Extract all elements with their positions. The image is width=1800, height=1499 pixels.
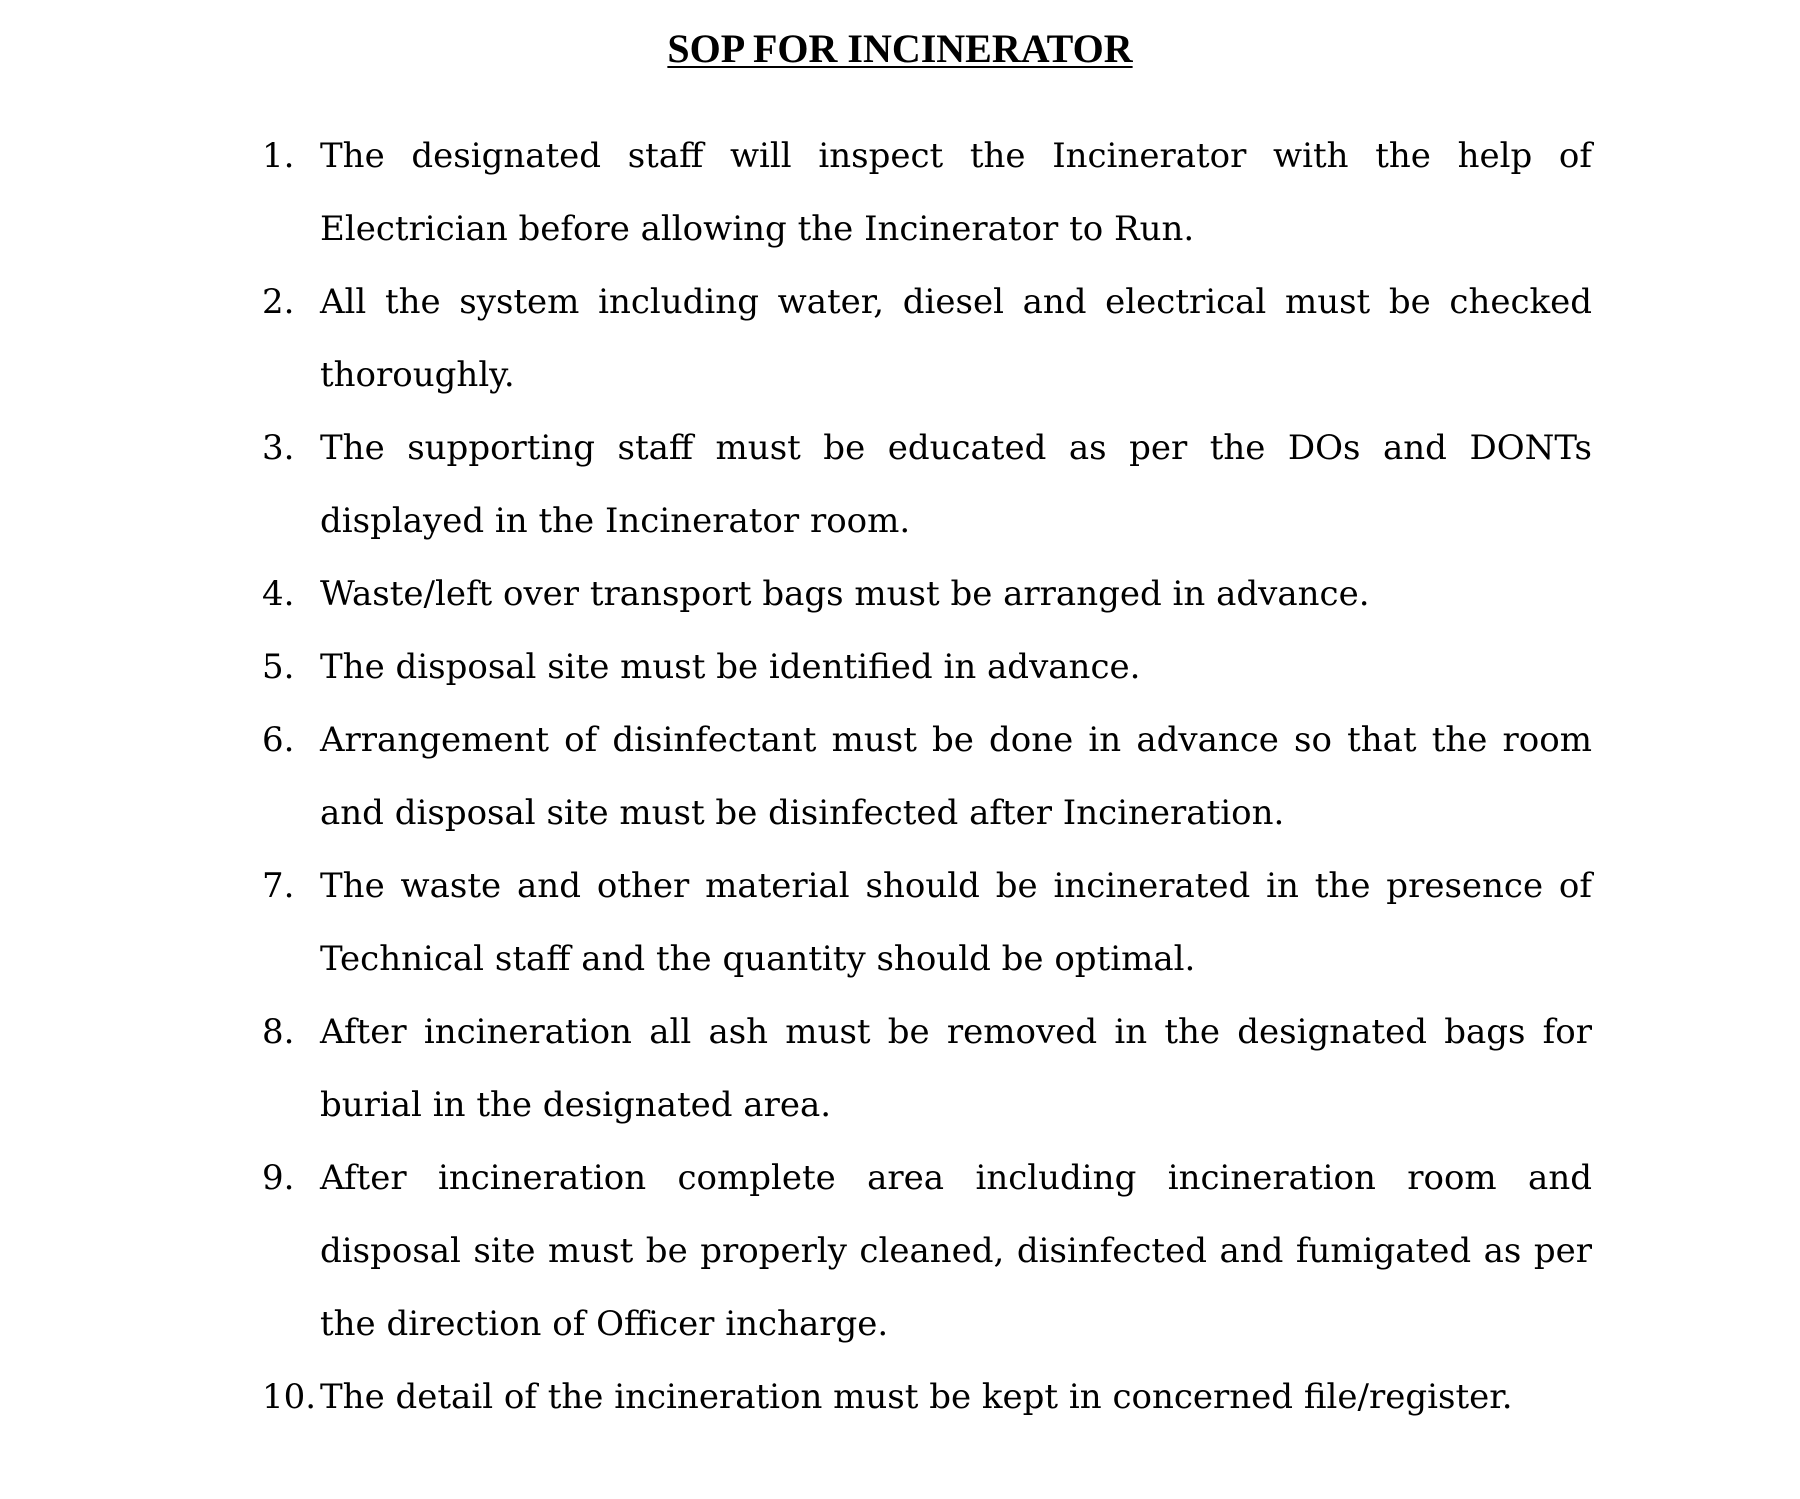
document-title: SOP FOR INCINERATOR [667,26,1133,71]
item-text: Waste/left over transport bags must be arranged in advance. [320,574,1370,614]
list-item [262,120,1592,266]
item-number: 7. [262,866,295,906]
sop-list [262,120,1592,1434]
item-number: 4. [262,574,295,614]
list-item [262,412,1592,558]
item-number: 10. [262,1377,317,1417]
item-text: Arrangement of disinfectant must be done in advance so that the room and disposal site must be disinfected after Incineration. [320,720,1592,833]
list-item [262,996,1592,1142]
item-text: The detail of the incineration must be kept in concerned file/register. [320,1377,1513,1417]
item-number: 5. [262,647,295,687]
list-item [262,558,1592,631]
item-number: 9. [262,1158,295,1198]
item-text: The supporting staff must be educated as per the DOs and DONTs displayed in the Incinerator room. [320,428,1592,541]
list-item [262,631,1592,704]
item-text: All the system including water, diesel and electrical must be checked thoroughly. [320,282,1592,395]
list-item [262,1142,1592,1361]
item-number: 3. [262,428,295,468]
item-text: After incineration all ash must be removed in the designated bags for burial in the designated area. [320,1012,1592,1125]
list-item [262,850,1592,996]
item-text: After incineration complete area including incineration room and disposal site must be properly cleaned, disinfected and fumigated as per the direction of Officer incharge. [320,1158,1592,1344]
item-text: The waste and other material should be incinerated in the presence of Technical staff and the quantity should be optimal. [320,866,1592,979]
item-text: The designated staff will inspect the Incinerator with the help of Electrician before allowing the Incinerator to Run. [320,136,1592,249]
item-text: The disposal site must be identified in advance. [320,647,1141,687]
item-number: 8. [262,1012,295,1052]
list-item [262,1361,1592,1434]
list-item [262,266,1592,412]
item-number: 6. [262,720,295,760]
item-number: 2. [262,282,295,322]
item-number: 1. [262,136,295,176]
list-item [262,704,1592,850]
